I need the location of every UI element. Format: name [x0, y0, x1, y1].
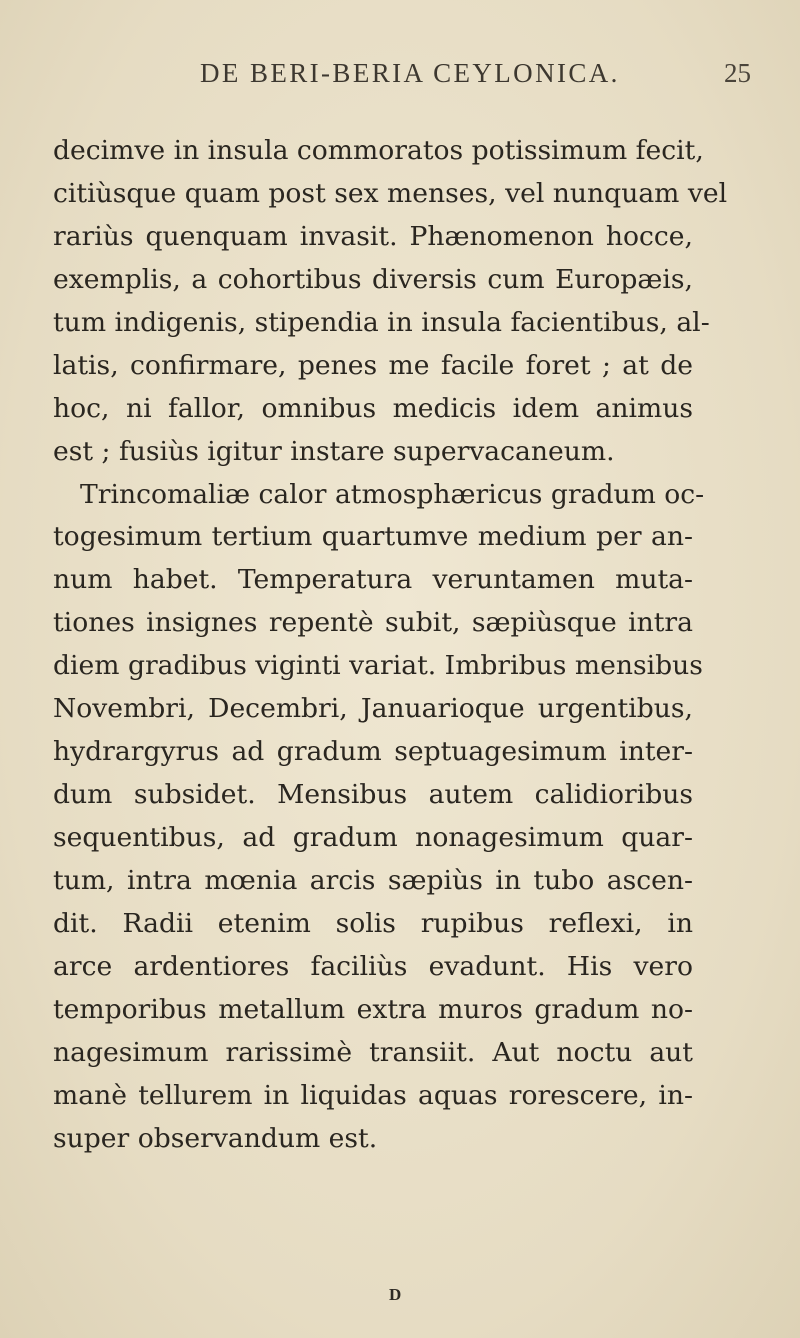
- text-line: Trincomaliæ calor atmosphæricus gradum oc-: [80, 478, 705, 510]
- running-title: DE BERI-BERIA CEYLONICA.: [200, 58, 620, 88]
- text-line: tum, intra mœnia arcis sæpiùs in tubo ascen-: [53, 864, 693, 896]
- text-line: hoc, ni fallor, omnibus medicis idem animus: [53, 392, 693, 424]
- text-line: hydrargyrus ad gradum septuagesimum inter-: [53, 736, 693, 768]
- text-line: citiùsque quam post sex menses, vel nunquam vel: [53, 177, 728, 209]
- text-line: decimve in insula commoratos potissimum fecit,: [53, 135, 704, 166]
- text-line: tum indigenis, stipendia in insula facientibus, al-: [53, 306, 710, 338]
- signature-mark: D: [389, 1285, 402, 1304]
- text-line: temporibus metallum extra muros gradum no-: [53, 993, 693, 1025]
- text-line: arce ardentiores faciliùs evadunt. His vero: [53, 950, 693, 982]
- body-text: [53, 130, 728, 1161]
- text-line: tiones insignes repentè subit, sæpiùsque intra: [53, 607, 693, 639]
- text-line: manè tellurem in liquidas aquas rorescere, in-: [53, 1079, 693, 1111]
- text-line: est ; fusiùs igitur instare supervacaneum.: [53, 435, 615, 467]
- text-line: super observandum est.: [53, 1122, 378, 1154]
- running-head: [0, 58, 800, 98]
- text-line: diem gradibus viginti variat. Imbribus mensibus: [53, 650, 703, 682]
- page-number: 25: [724, 58, 751, 88]
- text-line: exemplis, a cohortibus diversis cum Europæis,: [53, 263, 693, 295]
- text-line: togesimum tertium quartumve medium per an-: [53, 521, 693, 553]
- text-line: latis, confirmare, penes me facile foret ; at de: [53, 349, 693, 381]
- text-line: dit. Radii etenim solis rupibus reflexi, in: [53, 907, 693, 939]
- text-line: sequentibus, ad gradum nonagesimum quar-: [53, 822, 693, 853]
- text-line: Novembri, Decembri, Januarioque urgentibus,: [53, 693, 693, 725]
- text-line: nagesimum rarissimè transiit. Aut noctu aut: [53, 1036, 693, 1068]
- text-line: rariùs quenquam invasit. Phænomenon hocce,: [53, 220, 693, 252]
- text-line: num habet. Temperatura veruntamen muta-: [53, 564, 693, 596]
- text-line: dum subsidet. Mensibus autem calidioribus: [53, 779, 693, 811]
